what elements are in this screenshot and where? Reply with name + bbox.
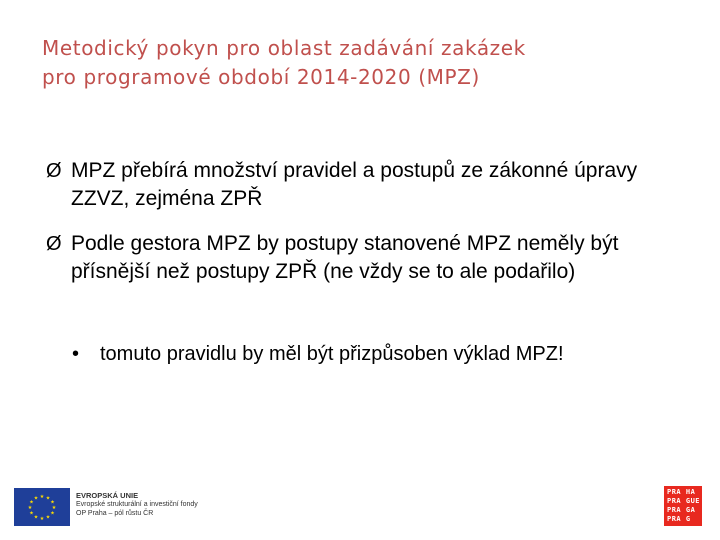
fund-line-2: OP Praha – pól růstu ČR	[76, 510, 154, 517]
logo-line-1: PRA HA	[667, 488, 696, 496]
title-line-1: Metodický pokyn pro oblast zadávání zakázek	[42, 36, 526, 60]
eu-label: EVROPSKÁ UNIE	[76, 491, 139, 500]
sub-bullet-text: tomuto pravidlu by měl být přizpůsoben výklad MPZ!	[100, 343, 564, 365]
bullet-text-2	[71, 230, 691, 286]
arrow-bullet-icon: Ø	[46, 233, 62, 255]
dot-bullet-icon: •	[72, 343, 80, 365]
bullet-item-1	[46, 157, 691, 213]
logo-line-3: PRA GA	[667, 506, 696, 514]
svg-text:★: ★	[33, 495, 39, 502]
svg-text:★: ★	[51, 505, 57, 511]
sub-bullet	[72, 340, 564, 368]
bullet-text-1	[71, 157, 691, 213]
svg-text:★: ★	[50, 499, 55, 506]
svg-text:★: ★	[27, 505, 33, 511]
arrow-bullet-icon: Ø	[46, 160, 62, 182]
bullet-bold-2: Podle gestora MPZ by postupy stanovené MPZ neměly být přísnější než postupy ZPŘ	[71, 232, 619, 283]
bullet-bold-1: MPZ přebírá množství pravidel a postupů ze zákonné úpravy ZZVZ, zejména ZPŘ	[71, 159, 638, 210]
svg-text:★: ★	[33, 514, 39, 521]
praha-logo	[664, 486, 702, 526]
slide-title	[42, 34, 702, 92]
fund-line-1: Evropské strukturální a investiční fondy	[76, 501, 198, 508]
svg-text:★: ★	[39, 516, 45, 522]
eu-funding-text	[76, 491, 198, 518]
title-line-2: pro programové období 2014-2020 (MPZ)	[42, 65, 480, 89]
svg-text:★: ★	[45, 495, 51, 502]
svg-text:★: ★	[45, 514, 51, 521]
bullet-item-2	[46, 230, 691, 286]
svg-text:★: ★	[50, 510, 55, 517]
logo-line-4: PRA G	[667, 515, 691, 523]
svg-text:★: ★	[29, 510, 34, 517]
svg-text:★: ★	[39, 494, 45, 500]
logo-line-2: PRA GUE	[667, 497, 701, 505]
bullet-normal-2: (ne vždy se to ale podařilo)	[317, 260, 576, 283]
eu-flag-icon	[14, 488, 70, 526]
svg-text:★: ★	[29, 499, 34, 506]
